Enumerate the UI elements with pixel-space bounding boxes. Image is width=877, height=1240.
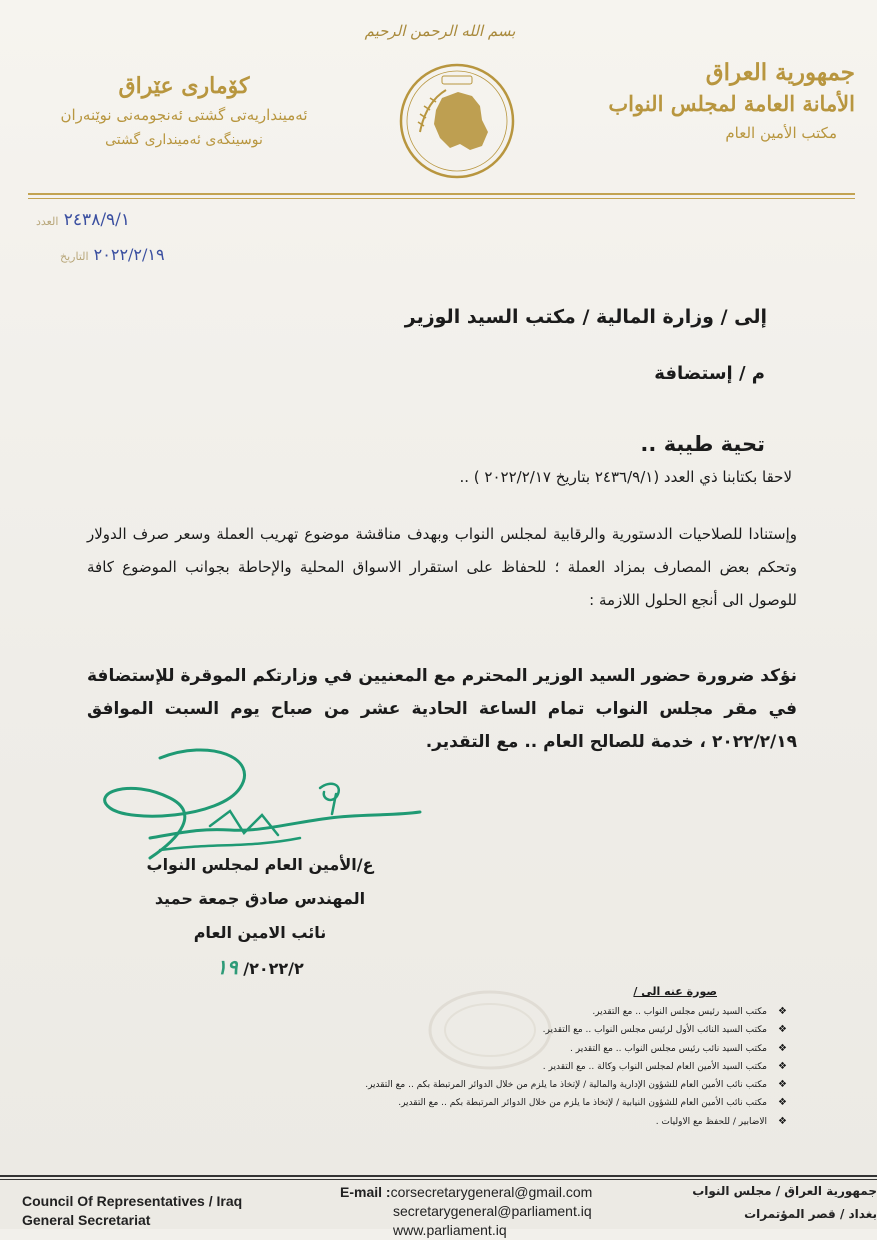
header-arabic-line3: مكتب الأمين العام bbox=[725, 124, 837, 142]
reference-date-value: ٢٠٢٢/٢/١٩ bbox=[93, 245, 165, 264]
letter-greeting: تحية طيبة .. bbox=[640, 432, 765, 456]
footer-english-line1: Council Of Representatives / Iraq bbox=[22, 1193, 243, 1209]
footer-arabic-line2: بغداد / قصر المؤتمرات bbox=[744, 1207, 877, 1221]
list-item: ❖الاضابير / للحفظ مع الاوليات . bbox=[227, 1113, 787, 1131]
list-item: ❖مكتب نائب الأمين العام للشؤون الإدارية والمالية / لإتخاذ ما يلزم من خلال الدوائر المرتبطة بكم .. مع التقدير. bbox=[227, 1076, 787, 1094]
header-arabic-line1: جمهورية العراق bbox=[705, 59, 855, 86]
header-arabic bbox=[585, 58, 855, 146]
diamond-bullet-icon: ❖ bbox=[778, 1024, 787, 1036]
letter-recipient: إلى / وزارة المالية / مكتب السيد الوزير bbox=[404, 306, 767, 328]
footer-arabic-line1: جمهورية العراق / مجلس النواب bbox=[692, 1184, 877, 1198]
list-item: ❖مكتب السيد رئيس مجلس النواب .. مع التقدير. bbox=[227, 1003, 787, 1021]
list-item: ❖مكتب نائب الأمين العام للشؤون النيابية / لإتخاذ ما يلزم من خلال الدوائر المرتبطة بكم .. مع التقدير. bbox=[227, 1094, 787, 1112]
footer-arabic bbox=[657, 1180, 877, 1226]
letter-reference-line: لاحقا بكتابنا ذي العدد (٢٤٣٦/٩/١ بتاريخ ٢٠٢٢/٢/١٧ ) .. bbox=[459, 468, 792, 486]
signature-date-printed: ٢٠٢٢/٢/ bbox=[243, 959, 304, 978]
signature-date bbox=[140, 950, 380, 986]
reference-date bbox=[60, 245, 240, 264]
reference-date-label: التاريخ bbox=[60, 250, 89, 263]
signature-block bbox=[140, 848, 380, 986]
header-kurdish-line1: كۆماری عێراق bbox=[118, 73, 250, 99]
footer-email-2[interactable]: secretarygeneral@parliament.iq bbox=[393, 1203, 592, 1219]
reference-number-value: ٢٤٣٨/٩/١ bbox=[63, 210, 131, 230]
signature-line3: نائب الامين العام bbox=[193, 923, 327, 942]
header-kurdish-line3: نوسینگەی ئەمینداری گشتی bbox=[105, 132, 263, 148]
diamond-bullet-icon: ❖ bbox=[778, 1079, 787, 1091]
letter-subject: م / إستضافة bbox=[654, 363, 765, 384]
basmala: بسم الله الرحمن الرحيم bbox=[364, 22, 516, 40]
copies-list bbox=[227, 1003, 787, 1131]
diamond-bullet-icon: ❖ bbox=[778, 1060, 787, 1072]
signature-line2: المهندس صادق جمعة حميد bbox=[154, 889, 366, 908]
diamond-bullet-icon: ❖ bbox=[778, 1042, 787, 1054]
header-arabic-line2: الأمانة العامة لمجلس النواب bbox=[608, 91, 855, 116]
diamond-bullet-icon: ❖ bbox=[778, 1006, 787, 1017]
footer-email-label: E-mail : bbox=[340, 1184, 391, 1200]
header-kurdish bbox=[34, 70, 334, 152]
header-divider bbox=[28, 193, 855, 195]
footer-english-line2: General Secretariat bbox=[22, 1212, 151, 1228]
footer-website[interactable]: www.parliament.iq bbox=[393, 1222, 507, 1238]
diamond-bullet-icon: ❖ bbox=[778, 1097, 787, 1109]
footer-email-1[interactable]: corsecretarygeneral@gmail.com bbox=[390, 1184, 593, 1200]
reference-number bbox=[36, 210, 236, 230]
header-divider-thin bbox=[28, 198, 855, 199]
footer-contact bbox=[340, 1183, 592, 1240]
list-item: ❖مكتب السيد الأمين العام لمجلس النواب وكالة .. مع التقدير . bbox=[227, 1058, 787, 1076]
letter-paragraph-2: نؤكد ضرورة حضور السيد الوزير المحترم مع المعنيين في وزارتكم الموقرة للإستضافة في مقر مجلس النواب تمام الساعة الحادية عشر من صباح يوم السبت الموافق ٢٠٢٢/٢/١٩ ، خدمة للصالح العام .. مع التقدير. bbox=[87, 666, 797, 752]
reference-number-label: العدد bbox=[36, 215, 59, 228]
letter-paragraph-1: وإستنادا للصلاحيات الدستورية والرقابية لمجلس النواب وبهدف مناقشة موضوع تهريب العملة وسعر صرف الدولار وتحكم بعض المصارف بمزاد العملة ؛ للحفاظ على استقرار الاسواق المحلية والإحاطة بجوانب الموضوع كافة للوصول الى أنجع الحلول اللازمة : bbox=[87, 525, 797, 609]
footer-divider bbox=[0, 1175, 877, 1177]
footer-english bbox=[22, 1192, 242, 1230]
list-item: ❖مكتب السيد النائب الأول لرئيس مجلس النواب .. مع التقدير. bbox=[227, 1021, 787, 1039]
iraq-map-emblem-icon bbox=[398, 62, 516, 180]
copies-title: صورة عنه الى / bbox=[633, 985, 717, 998]
signature-line1: ع/الأمين العام لمجلس النواب bbox=[146, 855, 374, 874]
list-item: ❖مكتب السيد نائب رئيس مجلس النواب .. مع التقدير . bbox=[227, 1040, 787, 1058]
diamond-bullet-icon: ❖ bbox=[778, 1115, 787, 1127]
signature-date-handwritten: ١٩ bbox=[216, 955, 238, 979]
header-kurdish-line2: ئەمینداریەتی گشتی ئەنجومەنی نوێنەران bbox=[60, 106, 308, 124]
